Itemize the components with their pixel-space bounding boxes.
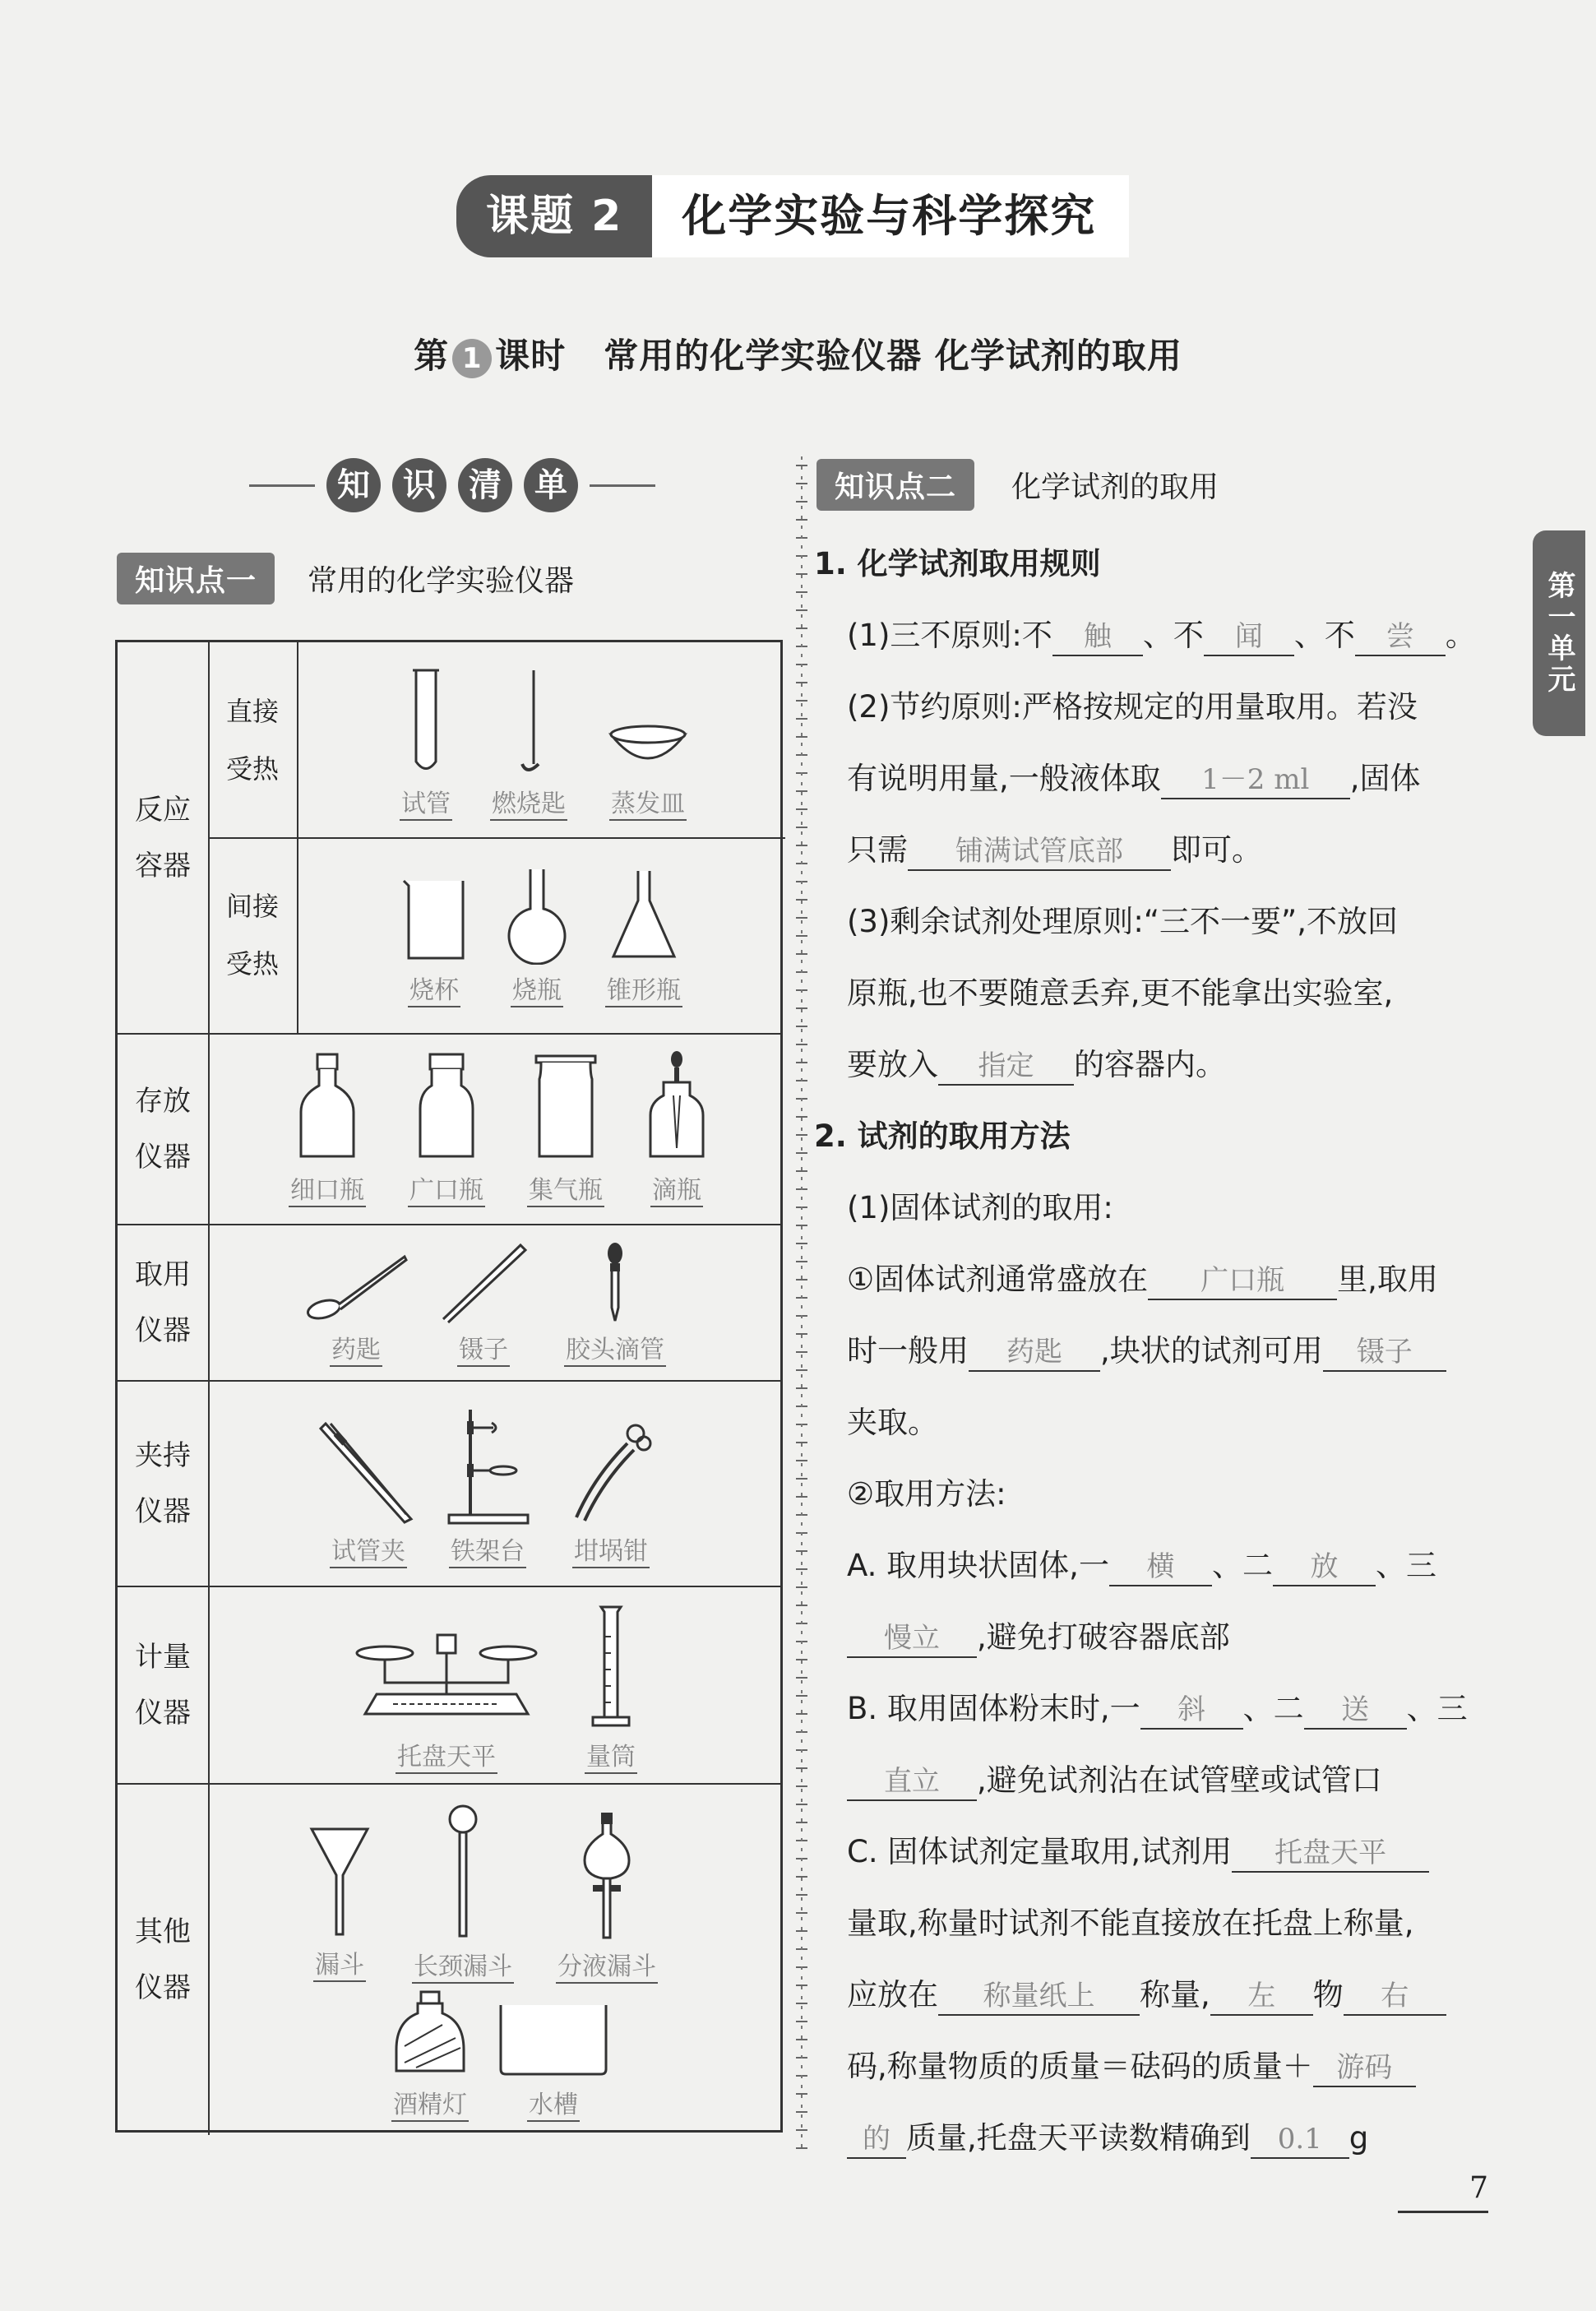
answer-blank: 送 (1304, 1692, 1407, 1730)
balance-icon (352, 1628, 541, 1731)
water-trough-icon (496, 1997, 611, 2079)
paragraph-line: 要放入 指定 的容器内。 (847, 1047, 1226, 1086)
answer-blank: 闻 (1204, 618, 1294, 656)
category-cell: 计量仪器 (118, 1587, 210, 1783)
paragraph-line: 慢立 ,避免打破容器底部 (847, 1619, 1230, 1658)
instrument-label: 药匙 (330, 1329, 382, 1367)
instrument-label: 水槽 (527, 2084, 580, 2122)
kp1-tag: 知识点一 (117, 553, 275, 604)
instrument (430, 1242, 537, 1367)
category-cell: 反应容器 (118, 642, 210, 1033)
paragraph-line: C. 固体试剂定量取用,试剂用 托盘天平 (847, 1834, 1429, 1873)
instrument (627, 1049, 726, 1207)
instrument-label: 滴瓶 (650, 1169, 703, 1207)
instrument (294, 1824, 385, 1982)
instrument (566, 1604, 656, 1774)
category-cell: 其他仪器 (118, 1785, 210, 2135)
answer-blank: 1－2 ml (1161, 762, 1350, 799)
instrument (434, 1406, 541, 1568)
instrument (557, 1419, 664, 1568)
medicine-spoon-icon (303, 1242, 409, 1324)
page-number: 7 (1398, 2171, 1488, 2205)
separatory-funnel-icon (578, 1809, 636, 1941)
knowledge-list-header (247, 456, 658, 514)
paragraph-line: 只需 铺满试管底部 即可。 (847, 832, 1262, 871)
header-rule-right (590, 484, 655, 487)
combustion-spoon-icon (504, 667, 553, 778)
section-heading: 2. 试剂的取用方法 (814, 1118, 1071, 1154)
instrument-label: 镊子 (457, 1329, 510, 1367)
header-char: 识 (392, 458, 446, 512)
instrument (274, 1049, 381, 1207)
instrument-label: 坩埚钳 (572, 1531, 650, 1568)
answer-blank: 慢立 (847, 1620, 977, 1658)
kp2-tag: 知识点二 (817, 459, 974, 511)
page-number-rule (1398, 2211, 1488, 2213)
category-cell: 存放仪器 (118, 1035, 210, 1224)
instrument-label: 锥形瓶 (605, 970, 682, 1007)
subcategory-cell: 间接受热 (208, 837, 298, 1033)
answer-blank: 指定 (938, 1048, 1074, 1086)
answer-blank: 托盘天平 (1232, 1835, 1429, 1873)
alcohol-lamp-icon (393, 1989, 467, 2079)
instrument (372, 1989, 488, 2122)
answer-blank: 右 (1344, 1978, 1446, 2016)
topic-banner (456, 171, 1129, 262)
conical-flask-icon (607, 866, 681, 965)
funnel-icon (307, 1824, 372, 1939)
header-rule-left (249, 484, 315, 487)
paragraph-line: (3)剩余试剂处理原则:“三不一要”,不放回 (847, 904, 1398, 939)
paragraph-line: 的 质量,托盘天平读数精确到 0.1 g (847, 2120, 1368, 2159)
instrument (315, 1419, 422, 1568)
evaporating-dish-icon (603, 667, 693, 778)
paragraph-line: 应放在 称量纸上 称量, 左 物 右 (847, 1977, 1446, 2016)
instrument (512, 1049, 619, 1207)
unit-tab: 第一单元 (1533, 530, 1585, 736)
gas-jar-icon (533, 1049, 599, 1165)
instrument-label: 铁架台 (449, 1531, 526, 1568)
paragraph-line: ①固体试剂通常盛放在 广口瓶 里,取用 (847, 1262, 1438, 1300)
test-tube-icon (409, 667, 442, 778)
paragraph-line: (2)节约原则:严格按规定的用量取用。若没 (847, 689, 1418, 725)
answer-blank: 左 (1210, 1978, 1313, 2016)
paragraph-line: 夹取。 (847, 1405, 938, 1440)
paragraph-line: 码,称量物质的质量＝砝码的质量＋ 游码 (847, 2049, 1416, 2087)
instrument (479, 667, 578, 821)
topic-title: 化学实验与科学探究 (652, 175, 1129, 257)
answer-blank: 铺满试管底部 (908, 833, 1171, 871)
iron-stand-icon (442, 1406, 533, 1526)
answer-blank: 直立 (847, 1763, 977, 1801)
answer-blank: 放 (1273, 1549, 1376, 1586)
test-tube-holder-icon (319, 1419, 418, 1526)
rubber-dropper-icon (599, 1242, 631, 1324)
instrument-label: 烧瓶 (511, 970, 563, 1007)
paragraph-line: (1)固体试剂的取用: (847, 1190, 1113, 1225)
instrument (496, 1997, 611, 2122)
instrument-label: 分液漏斗 (556, 1946, 658, 1984)
lesson-name: 常用的化学实验仪器 化学试剂的取用 (604, 336, 1182, 376)
paragraph-line: B. 取用固体粉末时,一 斜 、二 送 、三 (847, 1691, 1468, 1730)
answer-blank: 镊子 (1323, 1334, 1446, 1372)
paragraph-line: ②取用方法: (847, 1476, 1006, 1512)
header-char: 清 (458, 458, 512, 512)
instrument-label: 托盘天平 (396, 1736, 497, 1774)
paragraph-line: 直立 ,避免试剂沾在试管壁或试管口 (847, 1762, 1382, 1801)
lesson-number: 1 (452, 339, 492, 378)
wide-mouth-bottle-icon (414, 1049, 479, 1165)
instrument (348, 1628, 545, 1774)
instrument-label: 燃烧匙 (490, 783, 567, 821)
instrument-label: 集气瓶 (527, 1169, 604, 1207)
answer-blank: 斜 (1140, 1692, 1243, 1730)
table-row (118, 1380, 780, 1586)
answer-blank: 触 (1052, 618, 1143, 656)
instrument (492, 866, 582, 1007)
header-char: 知 (326, 458, 381, 512)
paragraph-line: 有说明用量,一般液体取 1－2 ml ,固体 (847, 761, 1421, 799)
instrument (541, 1809, 673, 1984)
paragraph-line: A. 取用块状固体,一 横 、二 放 、三 (847, 1548, 1436, 1586)
knowledge-point-1 (117, 553, 574, 604)
instrument-label: 胶头滴管 (564, 1329, 666, 1367)
section-heading: 1. 化学试剂取用规则 (814, 546, 1101, 581)
instrument (298, 1242, 414, 1367)
answer-blank: 广口瓶 (1148, 1262, 1337, 1300)
instrument (590, 866, 697, 1007)
narrow-mouth-bottle-icon (294, 1049, 360, 1165)
table-row (118, 1586, 780, 1783)
instrument-label: 蒸发皿 (609, 783, 687, 821)
instrument (590, 667, 705, 821)
table-row (118, 1783, 780, 2135)
knowledge-point-2 (817, 459, 1219, 511)
dropper-bottle-icon (644, 1049, 710, 1165)
answer-blank: 的 (847, 2121, 906, 2159)
paragraph-line: 时一般用 药匙 ,块状的试剂可用 镊子 (847, 1333, 1446, 1372)
crucible-tongs-icon (570, 1419, 652, 1526)
instrument-label: 试管 (400, 783, 452, 821)
answer-blank: 横 (1109, 1549, 1212, 1586)
answer-blank: 尝 (1355, 618, 1446, 656)
instrument-label: 广口瓶 (408, 1169, 485, 1207)
graduated-cylinder-icon (586, 1604, 636, 1731)
instrument-label: 烧杯 (408, 970, 460, 1007)
kp1-title: 常用的化学实验仪器 (308, 564, 575, 598)
lesson-title (0, 329, 1596, 378)
lesson-prefix: 第 (414, 336, 450, 376)
table-row (118, 1033, 780, 1224)
long-neck-funnel-icon (438, 1801, 488, 1941)
paragraph-line: (1)三不原则:不 触 、不 闻 、不 尝 。 (847, 618, 1476, 656)
instrument (401, 1801, 525, 1984)
kp2-title: 化学试剂的取用 (1011, 470, 1219, 504)
instrument (393, 1049, 500, 1207)
table-row (118, 642, 780, 1033)
topic-tag: 课题 2 (456, 175, 652, 257)
tweezers-icon (438, 1242, 529, 1324)
instrument-label: 细口瓶 (289, 1169, 366, 1207)
instrument-label: 漏斗 (313, 1944, 366, 1982)
instrument (381, 667, 471, 821)
lesson-suffix: 课时 (495, 336, 567, 376)
paragraph-line: 原瓶,也不要随意丢弃,更不能拿出实验室, (847, 975, 1394, 1011)
category-cell: 夹持仪器 (118, 1382, 210, 1586)
instrument (389, 866, 479, 1007)
answer-blank: 0.1 (1251, 2121, 1349, 2159)
answer-blank: 称量纸上 (938, 1978, 1140, 2016)
instrument-label: 酒精灯 (391, 2084, 469, 2122)
header-char: 单 (524, 458, 578, 512)
instrument-label: 量筒 (585, 1736, 637, 1774)
table-row (118, 1224, 780, 1380)
instrument-label: 试管夹 (330, 1531, 407, 1568)
instrument (549, 1242, 681, 1367)
paragraph-line: 量取,称量时试剂不能直接放在托盘上称量, (847, 1906, 1414, 1941)
flask-icon (500, 866, 574, 965)
subcategory-cell: 直接受热 (208, 642, 298, 837)
column-divider (796, 456, 807, 2151)
answer-blank: 游码 (1313, 2049, 1416, 2087)
category-cell: 取用仪器 (118, 1225, 210, 1380)
answer-blank: 药匙 (969, 1334, 1100, 1372)
instrument-label: 长颈漏斗 (412, 1946, 514, 1984)
instruments-table (115, 640, 783, 2133)
beaker-icon (397, 866, 471, 965)
